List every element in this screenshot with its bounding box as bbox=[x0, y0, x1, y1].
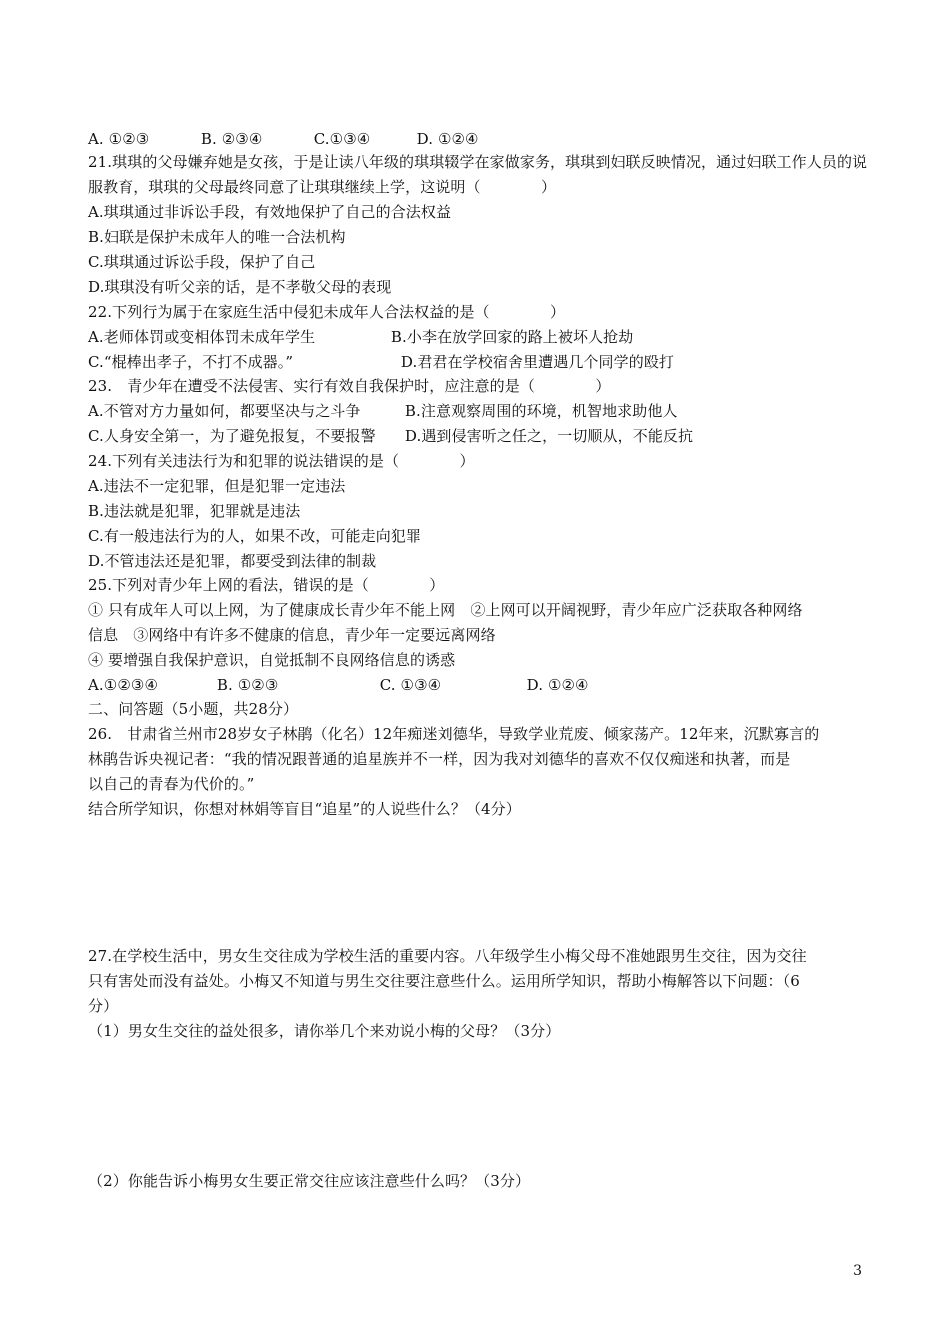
q24-option-c: C.有一般违法行为的人，如果不改，可能走向犯罪 bbox=[88, 527, 422, 545]
q21-option-c: C.琪琪通过诉讼手段，保护了自己 bbox=[88, 253, 316, 271]
q25-stem: 25.下列对青少年上网的看法，错误的是（ ） bbox=[88, 576, 445, 594]
q22-options-row-2 bbox=[88, 352, 868, 372]
q27-line-3: 分） bbox=[88, 997, 119, 1015]
q22-option-c: C.“棍棒出孝子，不打不成器。” bbox=[88, 353, 294, 371]
q22-stem: 22.下列行为属于在家庭生活中侵犯未成年人合法权益的是（ ） bbox=[88, 303, 566, 321]
q27-sub-question-2: （2）你能告诉小梅男女生要正常交往应该注意些什么吗？（3分） bbox=[88, 1172, 531, 1190]
q25-statement-4: ④ 要增强自我保护意识，自觉抵制不良网络信息的诱惑 bbox=[88, 651, 456, 669]
q27-line-1: 27.在学校生活中，男女生交往成为学校生活的重要内容。八年级学生小梅父母不准她跟男生交往，因为交往 bbox=[88, 947, 807, 965]
q20-options-row bbox=[88, 129, 868, 149]
q21-option-b: B.妇联是保护未成年人的唯一合法机构 bbox=[88, 228, 346, 246]
q26-line-1: 26. 甘肃省兰州市28岁女子林鹃（化名）12年痴迷刘德华，导致学业荒废、倾家荡产。12年来，沉默寡言的 bbox=[88, 725, 820, 743]
q21-option-d: D.琪琪没有听父亲的话，是不孝敬父母的表现 bbox=[88, 278, 392, 296]
q20-option-c: C.①③④ bbox=[313, 130, 371, 148]
q25-options-row bbox=[88, 675, 868, 695]
q23-options-row-1 bbox=[88, 401, 868, 421]
q27-sub-question-1: （1）男女生交往的益处很多，请你举几个来劝说小梅的父母？（3分） bbox=[88, 1022, 561, 1040]
q23-stem: 23. 青少年在遭受不法侵害、实行有效自我保护时，应注意的是（ ） bbox=[88, 377, 611, 395]
q22-option-a: A.老师体罚或变相体罚未成年学生 bbox=[88, 328, 316, 346]
q21-stem: 21.琪琪的父母嫌弃她是女孩，于是让读八年级的琪琪辍学在家做家务，琪琪到妇联反映情况，通过妇联工作人员的说服教育，琪琪的父母最终同意了让琪琪继续上学，这说明（ ） bbox=[88, 153, 868, 196]
q25-option-d: D. ①②④ bbox=[526, 676, 589, 694]
q22-option-b: B.小李在放学回家的路上被坏人抢劫 bbox=[390, 328, 634, 346]
q20-option-a: A. ①②③ bbox=[88, 130, 150, 148]
q24-option-b: B.违法就是犯罪，犯罪就是违法 bbox=[88, 502, 301, 520]
q25-statements-line-1: ① 只有成年人可以上网，为了健康成长青少年不能上网 ②上网可以开阔视野，青少年应广泛获取各种网络 bbox=[88, 601, 803, 619]
page-number: 3 bbox=[853, 1263, 862, 1279]
q24-stem: 24.下列有关违法行为和犯罪的说法错误的是（ ） bbox=[88, 452, 475, 470]
q25-option-c: C. ①③④ bbox=[379, 676, 442, 694]
q20-option-b: B. ②③④ bbox=[200, 130, 263, 148]
q23-option-a: A.不管对方力量如何，都要坚决与之斗争 bbox=[88, 402, 361, 420]
q25-statements-line-2: 信息 ③网络中有许多不健康的信息，青少年一定要远离网络 bbox=[88, 626, 496, 644]
q20-option-d: D. ①②④ bbox=[416, 130, 479, 148]
section-2-title: 二、问答题（5小题，共28分） bbox=[88, 700, 299, 718]
q24-option-a: A.违法不一定犯罪，但是犯罪一定违法 bbox=[88, 477, 346, 495]
q21-option-a: A.琪琪通过非诉讼手段，有效地保护了自己的合法权益 bbox=[88, 203, 452, 221]
q23-options-row-2 bbox=[88, 426, 868, 446]
q27-line-2: 只有害处而没有益处。小梅又不知道与男生交往要注意些什么。运用所学知识，帮助小梅解答以下问题：（6 bbox=[88, 972, 800, 990]
q26-line-3: 以自己的青春为代价的。” bbox=[88, 775, 255, 793]
q23-option-d: D.遇到侵害听之任之，一切顺从，不能反抗 bbox=[404, 427, 694, 445]
q26-line-2: 林鹃告诉央视记者：“我的情况跟普通的追星族并不一样，因为我对刘德华的喜欢不仅仅痴迷和执著，而是 bbox=[88, 750, 791, 768]
q23-option-b: B.注意观察周围的环境，机智地求助他人 bbox=[404, 402, 678, 420]
q26-question: 结合所学知识，你想对林娟等盲目“追星”的人说些什么？（4分） bbox=[88, 800, 521, 818]
q25-option-b: B. ①②③ bbox=[216, 676, 279, 694]
q23-option-c: C.人身安全第一，为了避免报复，不要报警 bbox=[88, 427, 376, 445]
q22-options-row-1 bbox=[88, 327, 868, 347]
q22-option-d: D.君君在学校宿舍里遭遇几个同学的殴打 bbox=[400, 353, 675, 371]
q24-option-d: D.不管违法还是犯罪，都要受到法律的制裁 bbox=[88, 552, 377, 570]
q25-option-a: A.①②③④ bbox=[88, 676, 158, 694]
